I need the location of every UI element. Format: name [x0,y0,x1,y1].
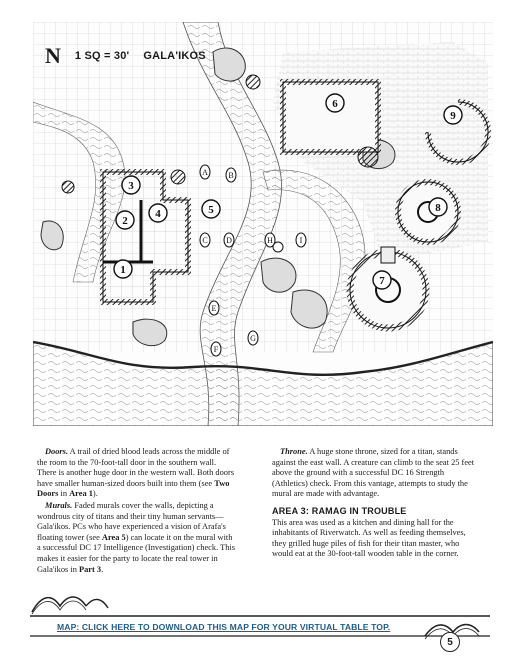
area-marker [116,211,134,229]
throne-text: A huge stone throne, sized for a titan, stands against the east wall. A creature can climb to the seat 25 feet above the ground with a successful DC 16 Strength (Athletics) check. From this vantage, attempts to study the mural are made with advantage. [272,447,475,499]
door-marker [248,331,258,345]
murals-ref: Area 5 [101,532,126,542]
area-marker-label: 4 [155,208,161,220]
door-marker-label: F [213,345,219,354]
area-marker-label: 6 [332,98,338,110]
area-marker [444,106,462,124]
doors-text2: in [58,489,70,499]
area-marker [429,198,447,216]
door-marker-label: G [250,334,256,343]
doors-lead: Doors. [45,447,69,456]
murals-text2: ) can locate it on the mural with a successful DC 17 Intelligence (Investigation) check. This makes it easier for the party to locate the real tower in Gala'ikos in [37,532,235,574]
map-legend [45,43,206,68]
page-number: 5 [440,632,460,652]
door-marker [265,233,275,247]
area-marker [149,204,167,222]
door-marker-label: H [267,236,273,245]
map-name: GALA'IKOS [143,50,206,62]
right-text-column [272,447,477,561]
area-marker [326,94,344,112]
door-marker [211,342,221,356]
door-marker-label: C [202,236,208,245]
door-marker [224,233,234,247]
doors-ref: Two Doors [37,478,230,499]
door-marker [200,233,210,247]
area3-heading: AREA 3: RAMAG IN TROUBLE [272,505,407,516]
area-marker [114,260,132,278]
murals-text3: . [101,564,104,574]
area-marker-label: 9 [450,110,456,122]
murals-ref2: Part 3 [78,564,102,574]
murals-text: Faded murals cover the walls, depicting a wondrous city of titans and their tiny human servants—Gala'ikos. PCs who have experienced a vision of Arafa's floating tower (see [37,500,226,542]
doors-text3: ). [92,489,98,499]
door-marker [200,165,210,179]
area3-paragraph: This area was used as a kitchen and dining hall for the inhabitants of Riverwatch. As well as feeding themselves, they grilled huge piles of fish for their titan master, who would eat at the 30-foot-tall wooden table in the corner. [272,517,466,559]
door-marker [296,233,306,247]
door-marker-label: A [202,168,208,177]
doors-ref2: Area 1 [69,489,93,499]
area-marker-label: 8 [435,202,441,214]
map-drawing [33,22,493,426]
area-marker [373,271,391,289]
area-marker-label: 7 [379,275,385,287]
throne-paragraph [272,447,477,500]
door-marker-label: B [228,171,234,180]
left-text-column [37,447,237,576]
area-marker-label: 5 [208,204,214,216]
scale-label: 1 SQ = 30' [74,50,130,62]
door-marker [226,168,236,182]
north-label: N [45,43,61,68]
area-marker-label: 1 [120,264,126,276]
door-marker [209,301,219,315]
area-marker [122,176,140,194]
doors-text: A trail of dried blood leads across the middle of the room to the 70-foot-tall door in the southern wall. There is another huge door in the western wall. Both doors have smaller human-sized doors built into them (see [37,447,234,488]
door-marker-label: E [211,304,217,313]
area-marker [202,200,220,218]
area-marker-label: 2 [122,215,128,227]
murals-paragraph [37,501,237,575]
download-map-link[interactable]: MAP: CLICK HERE TO DOWNLOAD THIS MAP FOR YOUR VIRTUAL TABLE TOP. [57,622,391,632]
throne-lead: Throne. [280,447,308,456]
door-marker-label: D [226,236,232,245]
door-marker-label: I [299,236,303,245]
battle-map [33,22,493,426]
murals-lead: Murals. [45,500,73,510]
doors-paragraph [37,447,237,500]
area-marker-label: 3 [128,180,134,192]
